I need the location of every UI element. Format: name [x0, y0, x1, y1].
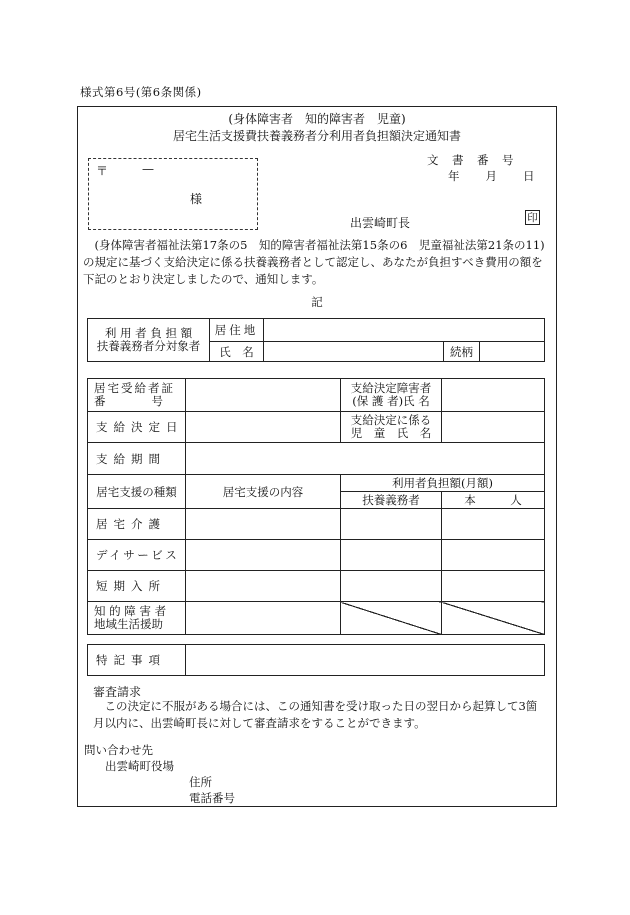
target-person-table [87, 318, 545, 362]
obligor-amount-cell[interactable] [341, 571, 442, 602]
self-amount-cell[interactable] [442, 509, 545, 540]
title-category: (身体障害者 知的障害者 児童) [228, 112, 406, 126]
self-amount-cell[interactable] [442, 571, 545, 602]
service-row-label: 短期入所 [88, 571, 186, 602]
issue-date [448, 168, 535, 184]
burden-amount-header: 利用者負担額(月額) [341, 475, 545, 492]
relation-cell[interactable] [480, 342, 545, 362]
decision-details-table [87, 378, 545, 635]
notice-body-line: (身体障害者福祉法第17条の5 知的障害者福祉法第15条の6 児童福祉法第21条の11) [94, 238, 545, 252]
disabled-person-name-cell[interactable] [442, 379, 545, 412]
date-month: 月 [485, 169, 497, 183]
self-amount-cell[interactable] [442, 540, 545, 571]
date-day: 日 [523, 169, 535, 183]
addressee-honorific: 様 [190, 192, 203, 206]
document-title: 居宅生活支援費扶養義務者分利用者負担額決定通知書 [172, 129, 461, 143]
inquiry-phone-label: 電話番号 [189, 791, 235, 805]
inquiry-heading: 問い合わせ先 [84, 743, 153, 757]
obligor-header: 扶養義務者 [341, 492, 442, 509]
issuer-name: 出雲崎町長 [350, 216, 411, 230]
ki-heading: 記 [311, 295, 323, 309]
obligor-amount-cell[interactable] [341, 540, 442, 571]
notice-body [83, 237, 548, 288]
recipient-number-cells[interactable] [186, 379, 341, 412]
form-number-label: 様式第6号(第6条関係) [80, 85, 202, 99]
decision-date-cell[interactable] [186, 412, 341, 443]
address-label: 居住地 [210, 319, 264, 342]
target-person-header: 利 用 者 負 担 額 扶養義務者分対象者 [88, 319, 210, 362]
decision-date-label: 支給決定日 [88, 412, 186, 443]
appeal-body [93, 698, 551, 732]
remarks-table [87, 644, 545, 676]
notice-body-line: の規定に基づく支給決定に係る扶養義務者として認定し、あなたが負担すべき費用の額を [83, 255, 543, 269]
address-box [88, 158, 258, 230]
inquiry-office: 出雲崎町役場 [105, 759, 174, 773]
remarks-label: 特記事項 [88, 645, 186, 676]
name-cell[interactable] [264, 342, 444, 362]
postal-mark: 〒 [96, 164, 109, 178]
period-label: 支給期間 [88, 443, 186, 475]
remarks-cell[interactable] [186, 645, 545, 676]
child-name-cell[interactable] [442, 412, 545, 443]
service-row-label: デイサービス [88, 540, 186, 571]
inquiry-address-label: 住所 [189, 775, 212, 789]
self-amount-cell-not-applicable [442, 602, 545, 635]
child-name-label: 支給決定に係る 児 童 氏 名 [341, 412, 442, 443]
postal-code-dash: — [142, 162, 154, 176]
appeal-line: 月以内に、出雲崎町長に対して審査請求をすることができます。 [93, 716, 426, 730]
service-row-label: 知 的 障 害 者 地域生活援助 [88, 602, 186, 635]
service-content-cell[interactable] [186, 509, 341, 540]
appeal-line: この決定に不服がある場合には、この通知書を受け取った日の翌日から起算して3箇 [104, 699, 538, 713]
notice-body-line: 下記のとおり決定しましたので、通知します。 [83, 272, 324, 286]
address-cell[interactable] [264, 319, 545, 342]
obligor-amount-cell-not-applicable [341, 602, 442, 635]
period-cell[interactable] [186, 443, 545, 475]
seal-mark: 印 [525, 210, 540, 225]
service-row-label: 居宅介護 [88, 509, 186, 540]
appeal-heading: 審査請求 [93, 685, 142, 699]
service-content-cell[interactable] [186, 602, 341, 635]
obligor-amount-cell[interactable] [341, 509, 442, 540]
relation-label: 続柄 [444, 342, 480, 362]
service-content-cell[interactable] [186, 571, 341, 602]
recipient-number-label: 居宅受給者証 番 号 [88, 379, 186, 412]
name-label: 氏 名 [210, 342, 264, 362]
service-content-cell[interactable] [186, 540, 341, 571]
disabled-person-name-label: 支給決定障害者 (保 護 者)氏 名 [341, 379, 442, 412]
self-header: 本 人 [442, 492, 545, 509]
service-content-header: 居宅支援の内容 [186, 475, 341, 509]
service-type-header: 居宅支援の種類 [88, 475, 186, 509]
document-number-label: 文 書 番 号 [427, 153, 515, 167]
date-year: 年 [448, 169, 460, 183]
